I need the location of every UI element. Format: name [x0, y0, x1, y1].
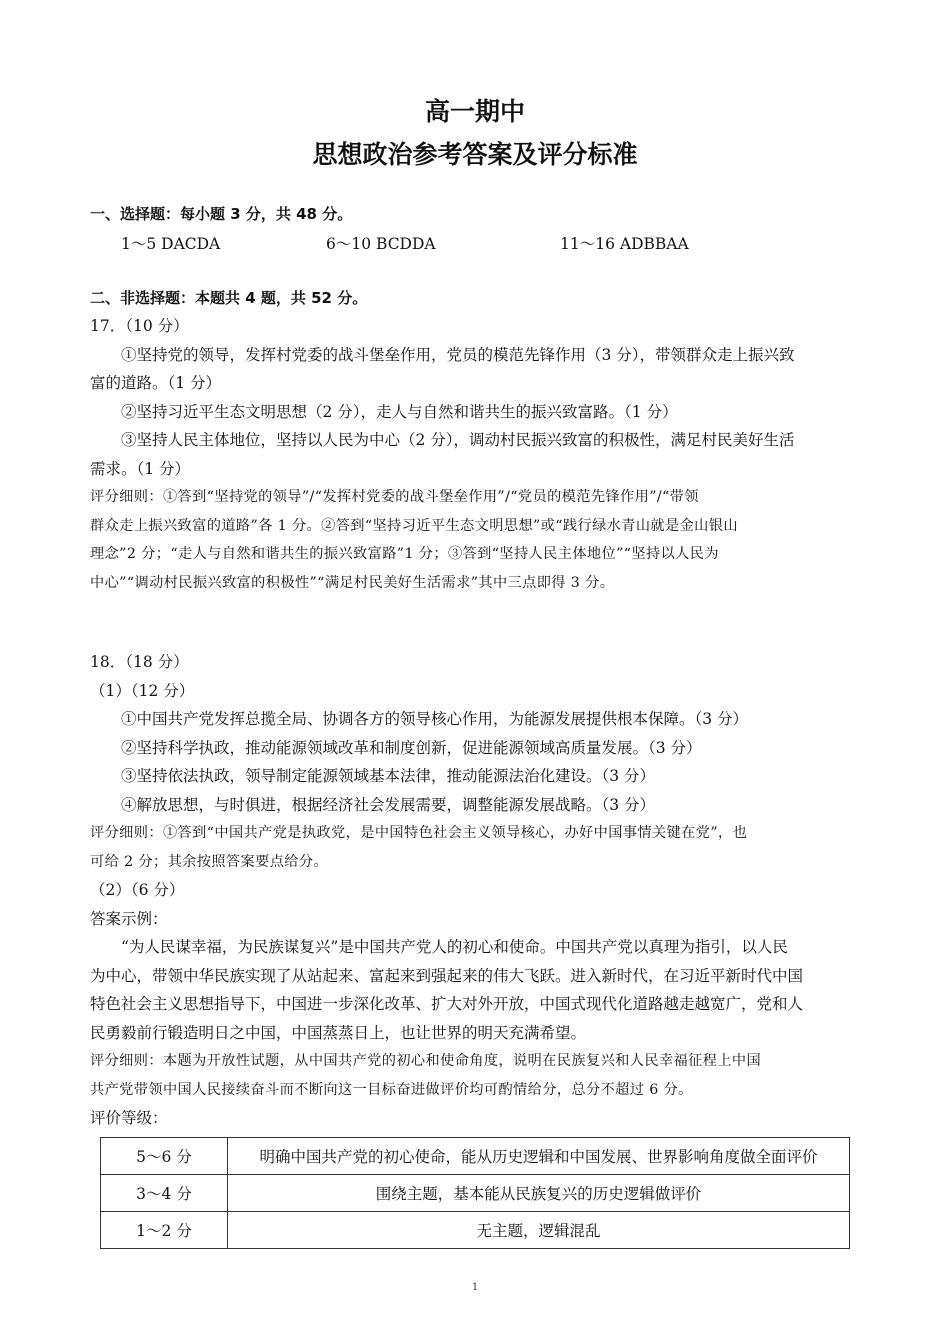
q17-scoring-note: 中心”“调动村民振兴致富的积极性”“满足村民美好生活需求”其中三点即得 3 分。 — [90, 575, 615, 591]
section2-heading: 二、非选择题：本题共 4 题，共 52 分。 — [90, 289, 368, 307]
q17-point1-line1: ①坚持党的领导，发挥村党委的战斗堡垒作用，党员的模范先锋作用（3 分），带领群众走上振兴致 — [121, 346, 795, 364]
q18-part1-point: ③坚持依法执政，领导制定能源领域基本法律，推动能源法治化建设。（3 分） — [121, 767, 656, 785]
q17-scoring-note: 群众走上振兴致富的道路”各 1 分。②答到“坚持习近平生态文明思想”或“践行绿水青山就是金山银山 — [90, 518, 738, 534]
q18-part1-scoring-note: 可给 2 分；其余按照答案要点给分。 — [90, 854, 329, 870]
grading-table — [100, 1137, 850, 1249]
grade-level: 3～4 分 — [101, 1175, 228, 1212]
table-row — [101, 1212, 850, 1249]
q17-heading: 17．（10 分） — [90, 317, 189, 335]
mc-answers-1-5: 1～5 DACDA — [121, 235, 221, 253]
q17-point3-line2: 需求。（1 分） — [90, 460, 191, 478]
q18-part1-point: ②坚持科学执政，推动能源领域改革和制度创新，促进能源领域高质量发展。（3 分） — [121, 739, 702, 757]
example-text: “为人民谋幸福，为民族谋复兴”是中国共产党人的初心和使命。中国共产党以真理为指引，以人民 — [121, 938, 788, 956]
table-row — [101, 1175, 850, 1212]
q17-scoring-note: 评分细则：①答到“坚持党的领导”/“发挥村党委的战斗堡垒作用”/“党员的模范先锋作用”/“带领 — [90, 489, 699, 505]
example-label: 答案示例： — [90, 910, 168, 928]
grade-description: 围绕主题，基本能从民族复兴的历史逻辑做评价 — [228, 1175, 850, 1212]
q18-part1-scoring-note: 评分细则：①答到“中国共产党是执政党，是中国特色社会主义领导核心，办好中国事情关键在党”，也 — [90, 825, 748, 841]
grade-level: 5～6 分 — [101, 1138, 228, 1175]
q17-point2: ②坚持习近平生态文明思想（2 分），走人与自然和谐共生的振兴致富路。（1 分） — [121, 403, 678, 421]
page-number: 1 — [471, 1282, 479, 1293]
grade-description: 无主题，逻辑混乱 — [228, 1212, 850, 1249]
grade-description: 明确中国共产党的初心使命，能从历史逻辑和中国发展、世界影响角度做全面评价 — [228, 1138, 850, 1175]
q18-part2-heading: （2）（6 分） — [90, 881, 185, 899]
q18-part1-point: ①中国共产党发挥总揽全局、协调各方的领导核心作用，为能源发展提供根本保障。（3 分） — [121, 710, 749, 728]
doc-subtitle: 思想政治参考答案及评分标准 — [312, 140, 638, 169]
q18-part1-heading: （1）（12 分） — [90, 682, 195, 700]
q18-part2-scoring-note: 共产党带领中国人民接续奋斗而不断向这一目标奋进做评价均可酌情给分，总分不超过 6 分。 — [90, 1082, 693, 1098]
q17-scoring-note: 理念”2 分；“走人与自然和谐共生的振兴致富路”1 分；③答到“坚持人民主体地位”“坚持以人民为 — [90, 546, 719, 562]
table-row — [101, 1138, 850, 1175]
doc-title: 高一期中 — [424, 97, 525, 126]
q17-point1-line2: 富的道路。（1 分） — [90, 374, 222, 392]
q18-part2-scoring-note: 评分细则：本题为开放性试题，从中国共产党的初心和使命角度，说明在民族复兴和人民幸福征程上中国 — [90, 1053, 762, 1069]
q18-part1-point: ④解放思想，与时俱进，根据经济社会发展需要，调整能源发展战略。（3 分） — [121, 796, 656, 814]
mc-answers-11-16: 11～16 ADBBAA — [560, 235, 689, 253]
q17-point3-line1: ③坚持人民主体地位，坚持以人民为中心（2 分），调动村民振兴致富的积极性，满足村民美好生活 — [121, 431, 795, 449]
q18-heading: 18．（18 分） — [90, 653, 189, 671]
mc-answers-6-10: 6～10 BCDDA — [326, 235, 436, 253]
section1-heading: 一、选择题：每小题 3 分，共 48 分。 — [90, 205, 353, 223]
grade-label: 评价等级： — [90, 1109, 168, 1127]
example-text: 为中心，带领中华民族实现了从站起来、富起来到强起来的伟大飞跃。进入新时代，在习近平新时代中国 — [90, 967, 804, 985]
example-text: 民勇毅前行锻造明日之中国，中国蒸蒸日上，也让世界的明天充满希望。 — [90, 1024, 587, 1042]
example-text: 特色社会主义思想指导下，中国进一步深化改革、扩大对外开放，中国式现代化道路越走越宽广，党和人 — [90, 995, 804, 1013]
grade-level: 1～2 分 — [101, 1212, 228, 1249]
